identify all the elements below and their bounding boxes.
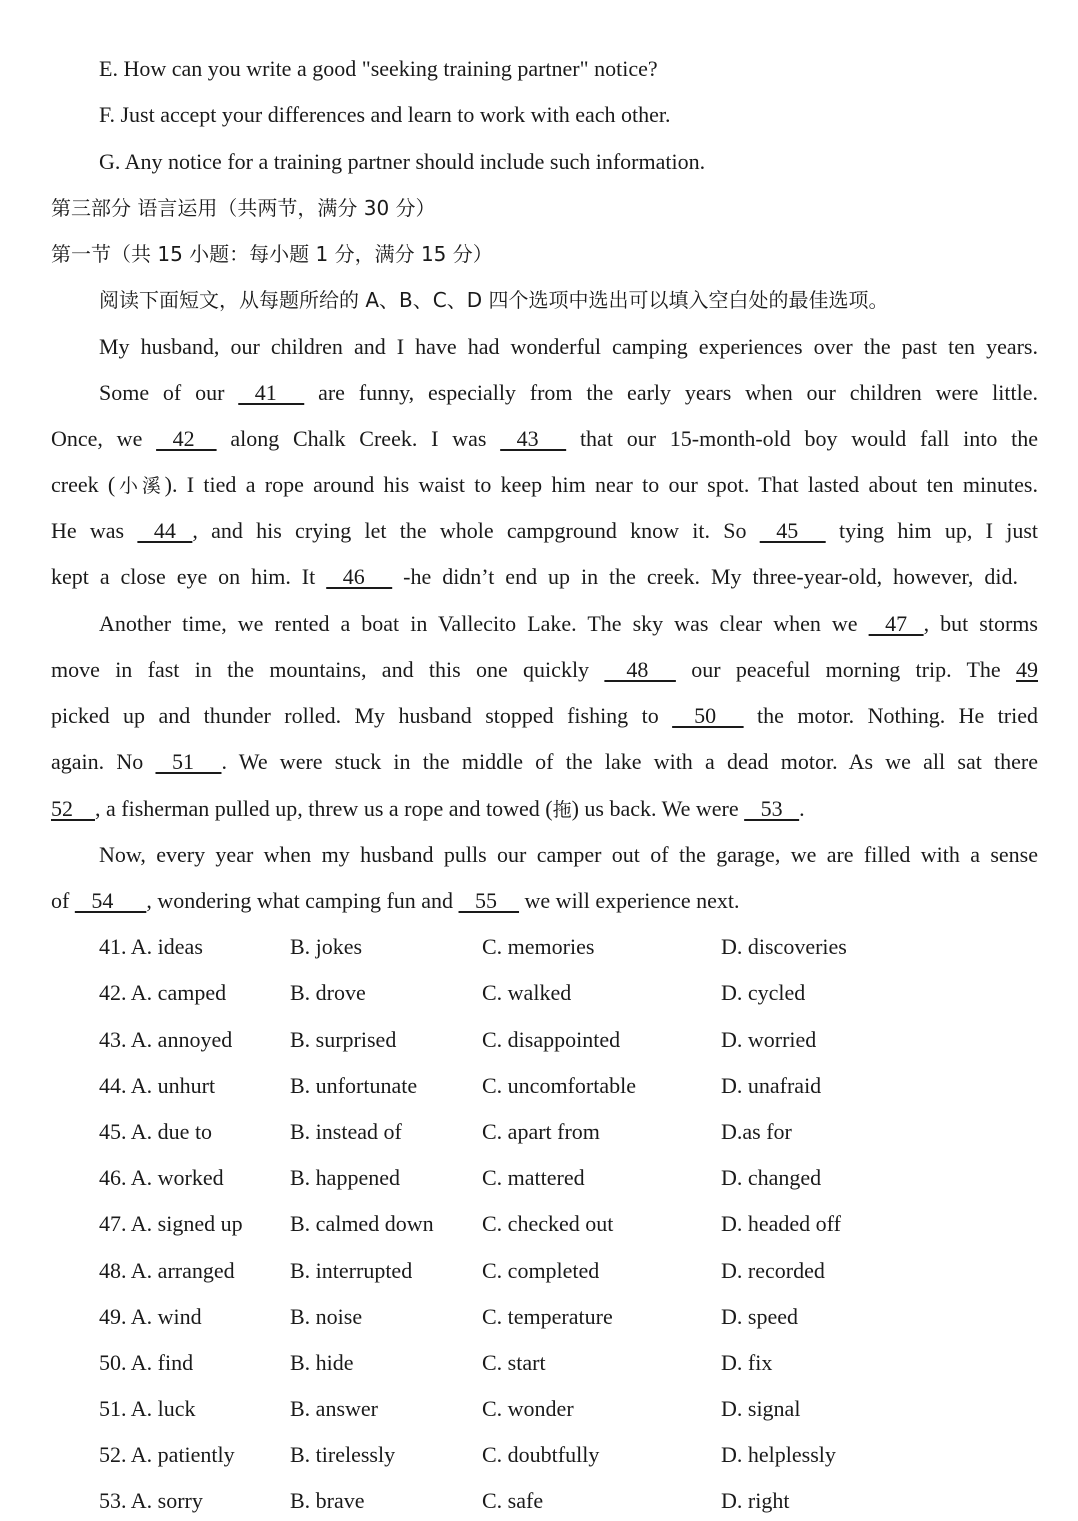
q44-option-b: B. unfortunate [290,1073,418,1098]
q47-option-d: D. headed off [721,1211,841,1236]
q46-option-b: B. happened [290,1165,400,1190]
q50-option-d: D. fix [721,1350,773,1375]
text-segment: we will experience next. [524,888,740,913]
q51-option-c: C. wonder [482,1396,574,1421]
blank-45: 45 [759,518,826,543]
q53-option-a: 53. A. sorry [99,1488,203,1513]
q49-option-b: B. noise [290,1304,363,1329]
passage-line-7 [99,608,1038,640]
q51-option-b: B. answer [290,1396,378,1421]
q43-option-d: D. worried [721,1027,817,1052]
text-segment: our peaceful morning trip. The [691,657,1017,682]
text-segment: , but storms [923,611,1038,636]
text-segment: , wondering what camping fun and [146,888,459,913]
blank-43: 43 [500,426,567,451]
blank-54: 54 [74,888,147,913]
option-g-line: G. Any notice for a training partner should include such information. [99,149,706,174]
blank-41: 41 [238,380,305,405]
blank-42: 42 [156,426,217,451]
text-segment: picked up and thunder rolled. My husband stopped fishing to [51,703,673,728]
q42-option-a: 42. A. camped [99,980,227,1005]
text-segment: . We were stuck in the middle of the lake with a dead motor. As we all sat there [221,749,1039,774]
q45-option-b: B. instead of [290,1119,402,1144]
passage-line-4 [51,469,1038,502]
q45-option-c: C. apart from [482,1119,600,1144]
q48-option-a: 48. A. arranged [99,1258,235,1283]
q43-option-c: C. disappointed [482,1027,621,1052]
q44-option-d: D. unafraid [721,1073,822,1098]
passage-line-12: Now, every year when my husband pulls our camper out of the garage, we are filled with a sense [99,842,1038,867]
option-e-line: E. How can you write a good "seeking training partner" notice? [99,56,658,81]
q51-option-a: 51. A. luck [99,1396,196,1421]
text-segment: ). I tied a rope around his waist to keep him near to our spot. That lasted about ten minutes. [164,472,1038,497]
q47-option-c: C. checked out [482,1211,614,1236]
text-segment: , and his crying let the whole campground know it. So [192,518,760,543]
text-segment: again. No [51,749,156,774]
text-segment: that our 15-month-old boy would fall into the [579,426,1038,451]
q52-option-b: B. tirelessly [290,1442,396,1467]
blank-55: 55 [458,888,520,913]
part3-heading: 第三部分 语言运用（共两节，满分 30 分） [51,196,436,220]
q51-option-d: D. signal [721,1396,801,1421]
text-segment: kept a close eye on him. It [51,564,327,589]
passage-line-8 [51,654,1038,686]
q46-option-d: D. changed [721,1165,822,1190]
text-segment: the motor. Nothing. He tried [757,703,1038,728]
blank-44: 44 [137,518,193,543]
text-segment: He was [51,518,138,543]
q53-option-b: B. brave [290,1488,365,1513]
passage-line-9 [51,700,1038,732]
q53-option-d: D. right [721,1488,790,1513]
q48-option-b: B. interrupted [290,1258,413,1283]
text-segment: are funny, especially from the early years when our children were little. [318,380,1039,405]
passage-line-2 [99,377,1038,409]
q46-option-c: C. mattered [482,1165,585,1190]
blank-48: 48 [604,657,676,682]
text-segment: creek ( [51,472,116,497]
gloss-chinese: 拖 [552,799,572,821]
text-segment: tying him up, I just [838,518,1039,543]
passage-line-6 [51,561,1018,593]
q44-option-c: C. uncomfortable [482,1073,636,1098]
text-segment: -he didn’t end up in the creek. My three-year-old, however, did. [403,564,1018,589]
q50-option-b: B. hide [290,1350,354,1375]
q45-option-a: 45. A. due to [99,1119,213,1144]
text-segment: Some of our [99,380,239,405]
text-segment: . [799,796,805,821]
q50-option-c: C. start [482,1350,546,1375]
q42-option-d: D. cycled [721,980,806,1005]
q49-option-a: 49. A. wind [99,1304,202,1329]
q44-option-a: 44. A. unhurt [99,1073,216,1098]
q49-option-d: D. speed [721,1304,798,1329]
blank-50: 50 [672,703,744,728]
q41-option-d: D. discoveries [721,934,847,959]
q41-option-b: B. jokes [290,934,363,959]
blank-52: 52 [51,796,95,821]
q53-option-c: C. safe [482,1488,544,1513]
q52-option-a: 52. A. patiently [99,1442,235,1467]
q41-option-a: 41. A. ideas [99,934,203,959]
option-f-line: F. Just accept your differences and learn to work with each other. [99,102,671,127]
q43-option-b: B. surprised [290,1027,397,1052]
text-segment: of [51,888,75,913]
q45-option-d: D.as for [721,1119,792,1144]
q42-option-c: C. walked [482,980,572,1005]
q47-option-b: B. calmed down [290,1211,434,1236]
gloss-chinese: 小溪 [115,475,165,497]
section-instruction: 阅读下面短文，从每题所给的 A、B、C、D 四个选项中选出可以填入空白处的最佳选项。 [99,288,889,312]
passage-line-5 [51,515,1038,547]
section1-heading: 第一节（共 15 小题：每小题 1 分，满分 15 分） [51,242,493,266]
q43-option-a: 43. A. annoyed [99,1027,233,1052]
blank-51: 51 [155,749,222,774]
q41-option-c: C. memories [482,934,595,959]
passage-line-11 [51,793,1038,826]
passage-line-13 [51,885,1038,917]
q48-option-c: C. completed [482,1258,600,1283]
q52-option-d: D. helplessly [721,1442,836,1467]
passage-line-1: My husband, our children and I have had wonderful camping experiences over the past ten years. [99,334,1038,359]
passage-line-3 [51,423,1038,455]
passage-line-10 [51,746,1038,778]
text-segment: Once, we [51,426,157,451]
text-segment: ) us back. We were [571,796,745,821]
q49-option-c: C. temperature [482,1304,613,1329]
q50-option-a: 50. A. find [99,1350,194,1375]
blank-49: 49 [1016,657,1039,682]
q46-option-a: 46. A. worked [99,1165,224,1190]
q42-option-b: B. drove [290,980,366,1005]
q47-option-a: 47. A. signed up [99,1211,243,1236]
blank-46: 46 [326,564,393,589]
text-segment: Another time, we rented a boat in Vallecito Lake. The sky was clear when we [99,611,869,636]
blank-53: 53 [744,796,800,821]
blank-47: 47 [868,611,924,636]
text-segment: move in fast in the mountains, and this one quickly [51,657,605,682]
q48-option-d: D. recorded [721,1258,825,1283]
text-segment: along Chalk Creek. I was [230,426,501,451]
text-segment: , a fisherman pulled up, threw us a rope and towed ( [95,796,553,821]
q52-option-c: C. doubtfully [482,1442,600,1467]
